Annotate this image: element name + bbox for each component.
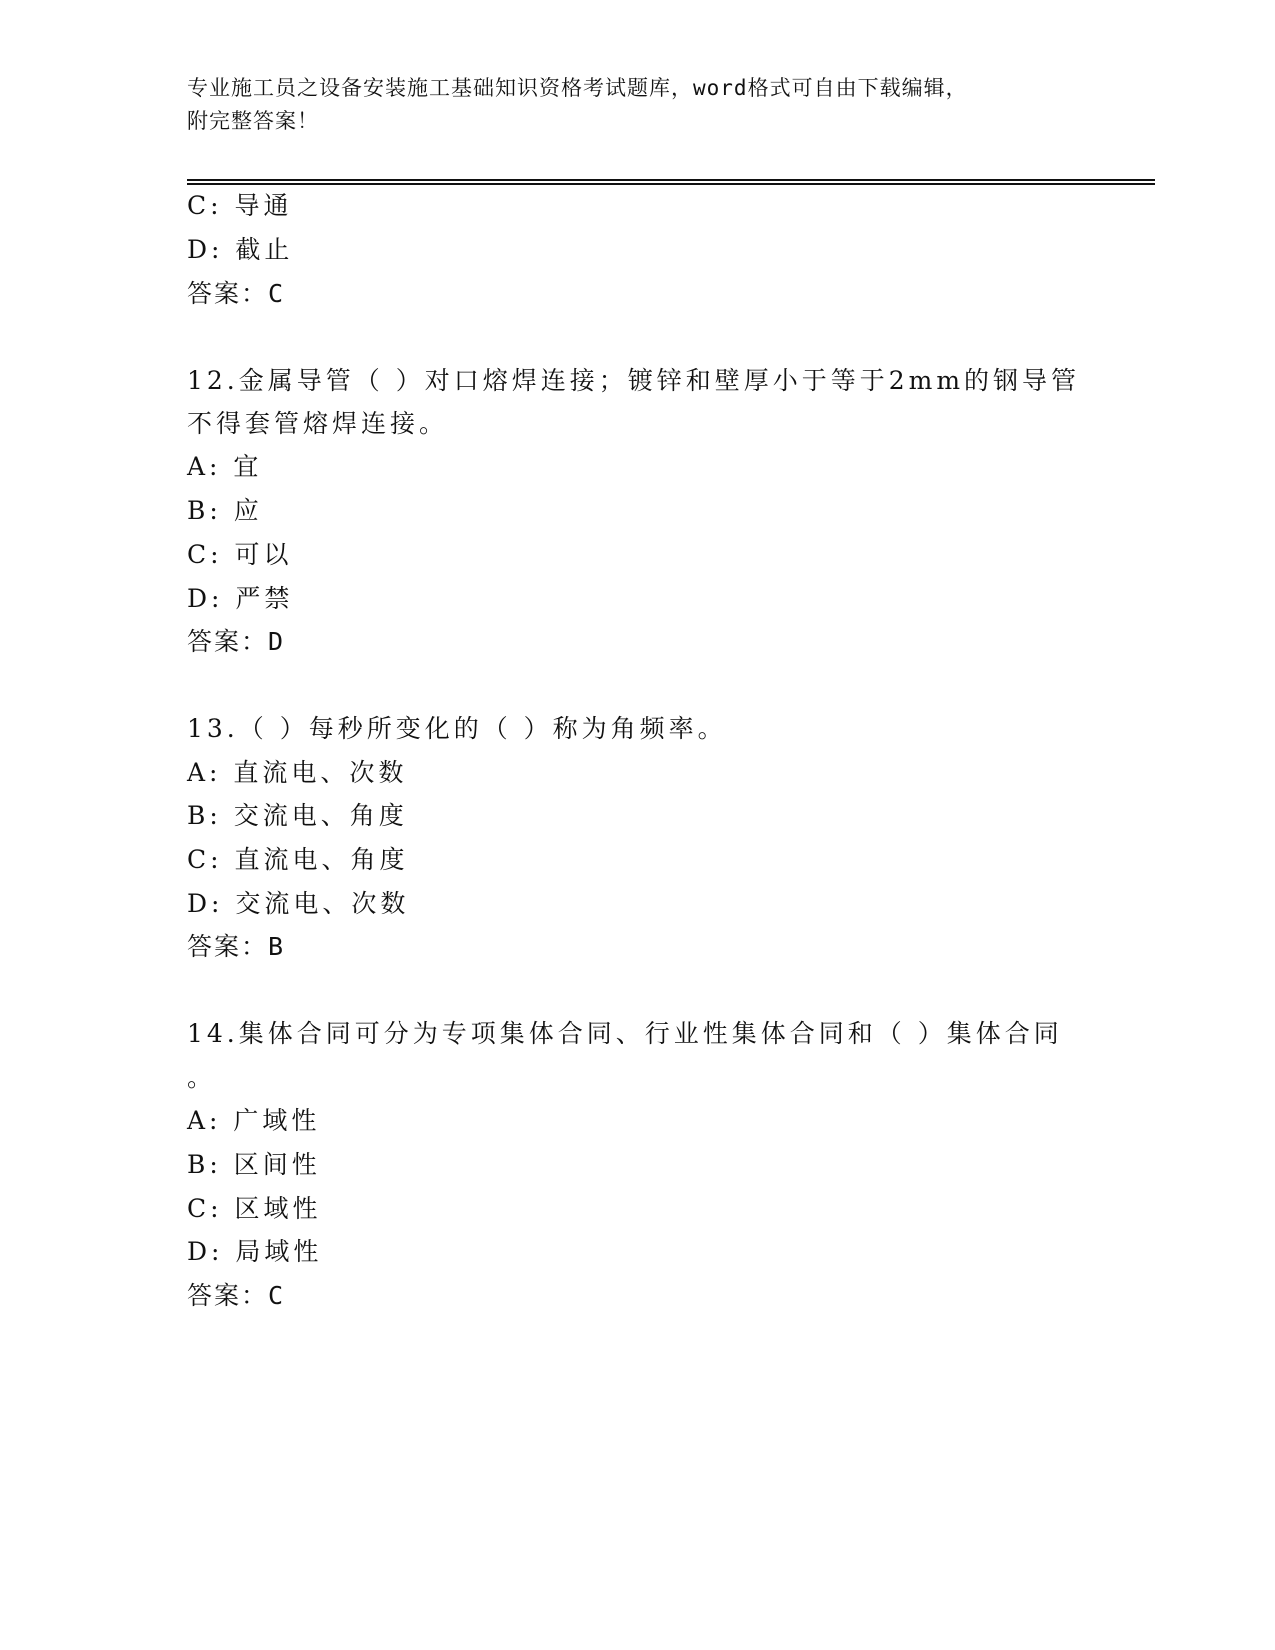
answer-label: 答案： bbox=[187, 627, 269, 656]
q12-option-d: D: 严禁 bbox=[187, 584, 294, 613]
answer-label: 答案： bbox=[187, 1281, 269, 1310]
q14-stem-line-2: 。 bbox=[187, 1063, 217, 1092]
header-line-2: 附完整答案！ bbox=[187, 109, 319, 133]
q13-option-a: A: 直流电、次数 bbox=[187, 758, 408, 787]
answer-label: 答案： bbox=[187, 932, 269, 961]
q13-option-b: B: 交流电、角度 bbox=[187, 801, 408, 830]
answer-label: 答案： bbox=[187, 279, 269, 308]
page-header bbox=[187, 72, 1077, 138]
q14-option-b: B: 区间性 bbox=[187, 1150, 321, 1179]
q13-answer bbox=[187, 927, 1087, 963]
q12-stem-line-1: 12.金属导管（ ）对口熔焊连接；镀锌和壁厚小于等于2mm的钢导管 bbox=[187, 366, 1081, 395]
q12-option-a: A: 宜 bbox=[187, 452, 263, 481]
header-divider bbox=[187, 179, 1155, 185]
answer-value: D bbox=[268, 627, 286, 656]
q12-option-b: B: 应 bbox=[187, 496, 263, 525]
q14-option-c: C: 区域性 bbox=[187, 1194, 322, 1223]
header-line-1: 专业施工员之设备安装施工基础知识资格考试题库，word格式可自由下载编辑， bbox=[187, 76, 968, 100]
q14-stem-line-1: 14.集体合同可分为专项集体合同、行业性集体合同和（ ）集体合同 bbox=[187, 1019, 1063, 1048]
q14-option-d: D: 局域性 bbox=[187, 1237, 323, 1266]
answer-value: C bbox=[268, 279, 286, 308]
q11-option-c: C: 导通 bbox=[187, 191, 293, 220]
q11-option-d: D: 截止 bbox=[187, 235, 294, 264]
q13-stem: 13.（ ）每秒所变化的（ ）称为角频率。 bbox=[187, 714, 727, 743]
q13-option-d: D: 交流电、次数 bbox=[187, 889, 410, 918]
q14-option-a: A: 广域性 bbox=[187, 1106, 321, 1135]
q11-answer bbox=[187, 274, 1087, 310]
q12-option-c: C: 可以 bbox=[187, 540, 293, 569]
answer-value: B bbox=[268, 932, 286, 961]
answer-value: C bbox=[268, 1281, 286, 1310]
q13-option-c: C: 直流电、角度 bbox=[187, 845, 409, 874]
q12-answer bbox=[187, 622, 1087, 658]
q14-answer bbox=[187, 1276, 1087, 1312]
q12-stem-line-2: 不得套管熔焊连接。 bbox=[187, 409, 449, 438]
